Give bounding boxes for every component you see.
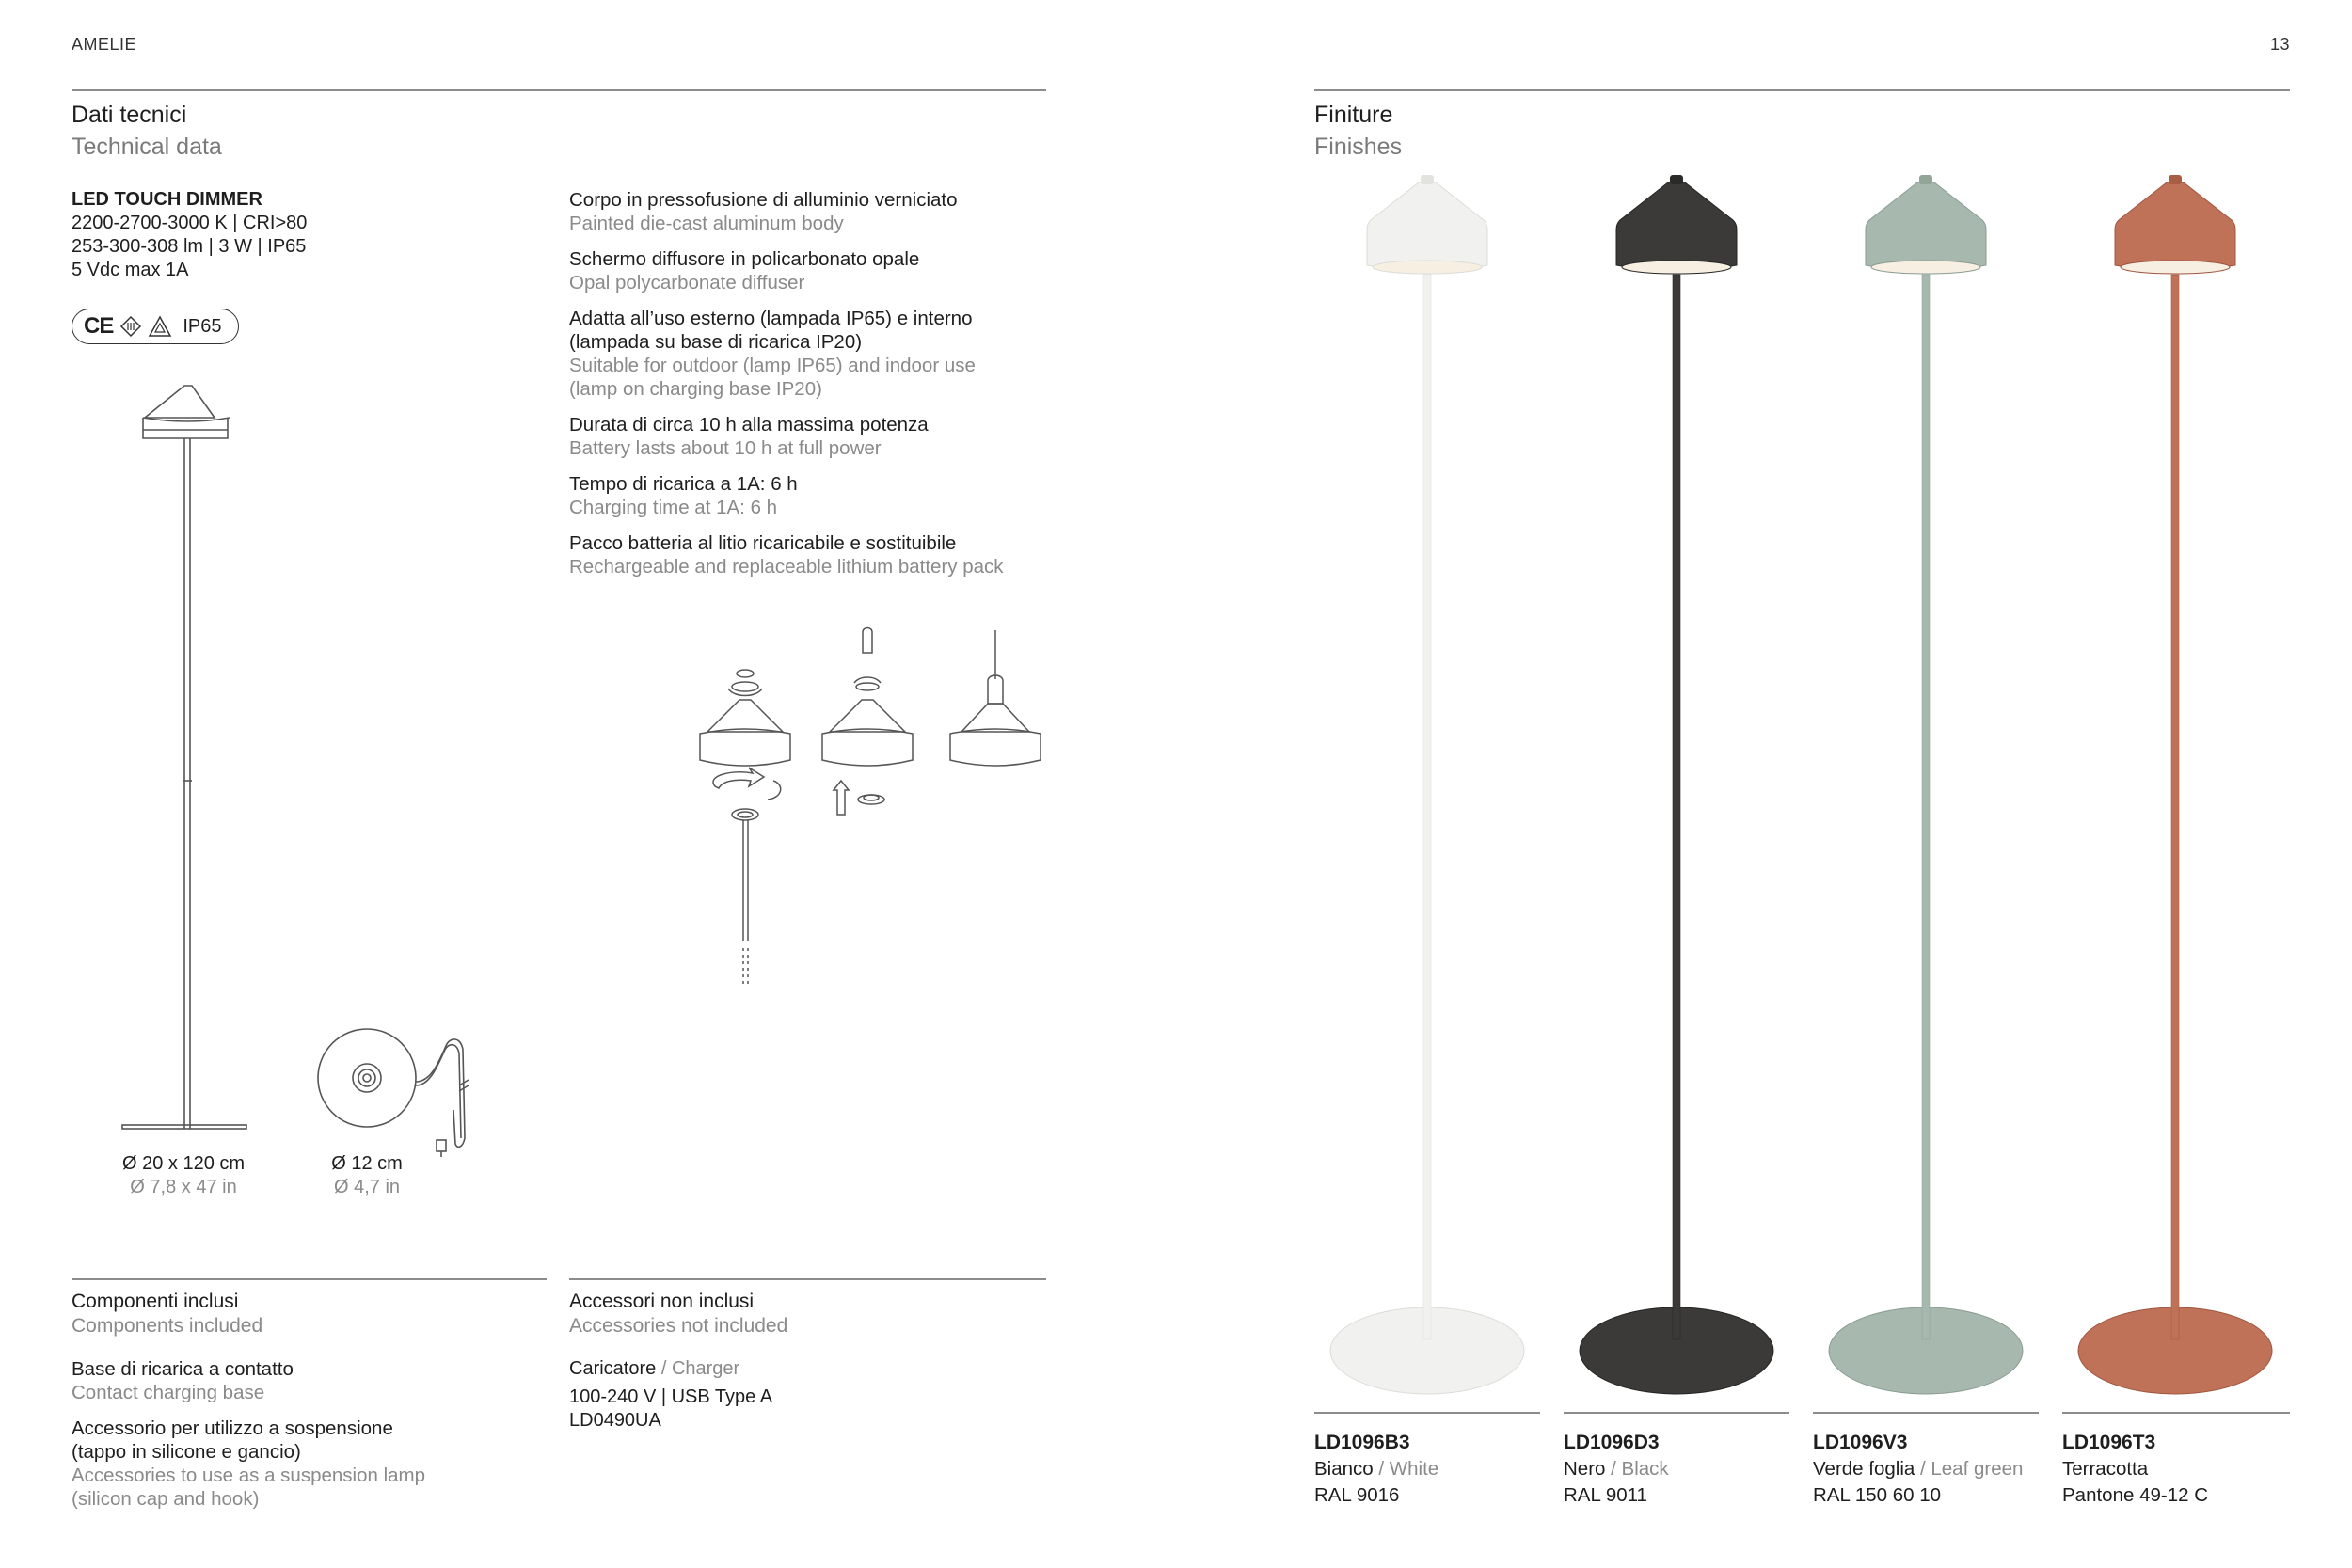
spec-item <box>569 247 1058 294</box>
finish-code: LD1096V3 <box>1813 1432 1908 1453</box>
lamp-dim-metric: Ø 20 x 120 cm <box>121 1153 246 1174</box>
lamp-stem <box>2171 275 2179 1339</box>
finish-name-separator: / <box>1915 1458 1931 1480</box>
finish-rule <box>1314 1412 1540 1414</box>
finish-ral: RAL 9011 <box>1564 1484 1647 1506</box>
lamp-diffuser <box>2121 261 2230 274</box>
floor-lamp-drawing <box>113 376 263 1138</box>
spec-text-it: Schermo diffusore in policarbonato opale <box>569 248 920 270</box>
accessories-section <box>569 1290 1046 1433</box>
warning-triangle-icon <box>149 316 171 337</box>
suspension-assembly-diagram <box>696 630 1054 1025</box>
rule-components <box>72 1278 547 1280</box>
led-line: 253-300-308 lm | 3 W | IP65 <box>72 236 307 257</box>
finish-rule <box>1813 1412 2039 1414</box>
lamp-stem <box>1423 275 1431 1339</box>
finish-lamps-illustration <box>1314 169 2293 1411</box>
components-section <box>72 1290 547 1523</box>
finish-name-en: Leaf green <box>1931 1458 2024 1480</box>
finish-item <box>1314 1430 1549 1509</box>
accessory-name <box>569 1357 1046 1381</box>
accessory-name-it: Caricatore <box>569 1358 657 1379</box>
lamp-top-cap <box>1670 175 1683 184</box>
page-number: 13 <box>2269 35 2290 54</box>
finish-name <box>1314 1456 1549 1482</box>
tech-title-en: Technical data <box>72 134 222 160</box>
finish-ral: RAL 9016 <box>1314 1484 1400 1506</box>
finish-lamp-ld1096t3 <box>2078 175 2272 1394</box>
spec-text-en: Suitable for outdoor (lamp IP65) and indoor use <box>569 355 976 376</box>
component-item <box>72 1417 547 1511</box>
spec-text-en: (lamp on charging base IP20) <box>569 378 822 400</box>
ip-rating: IP65 <box>183 315 222 337</box>
finish-name-it: Terracotta <box>2062 1458 2149 1480</box>
component-text-it: Accessorio per utilizzo a sospensione <box>72 1418 393 1439</box>
accessories-title-en: Accessories not included <box>569 1315 788 1337</box>
finish-code: LD1096D3 <box>1564 1432 1660 1453</box>
finish-name-it: Verde foglia <box>1813 1458 1915 1480</box>
lamp-top-cap <box>1421 175 1434 184</box>
base-dim-imperial: Ø 4,7 in <box>333 1177 401 1197</box>
spec-list <box>569 188 1058 591</box>
finish-code: LD1096T3 <box>2062 1432 2156 1453</box>
lamp-diffuser <box>1622 261 1731 274</box>
spec-text-it: Tempo di ricarica a 1A: 6 h <box>569 473 798 495</box>
finish-rule <box>1564 1412 1789 1414</box>
finishes-section-title <box>1314 99 1402 163</box>
lamp-shade <box>1866 182 1986 271</box>
finish-ral: Pantone 49-12 C <box>2062 1484 2209 1506</box>
lamp-diffuser <box>1871 261 1980 274</box>
accessory-name-en: Charger <box>671 1358 740 1379</box>
finish-ral: RAL 150 60 10 <box>1813 1484 1942 1506</box>
lamp-shade <box>2115 182 2235 271</box>
finish-code: LD1096B3 <box>1314 1432 1410 1453</box>
certification-badge <box>72 309 239 344</box>
base-dimensions <box>310 1152 423 1199</box>
charging-base-drawing <box>318 1025 487 1166</box>
component-text-en: (silicon cap and hook) <box>72 1488 260 1510</box>
finish-name <box>1813 1456 2048 1482</box>
finish-rule <box>2062 1412 2290 1414</box>
spec-text-en: Painted die-cast aluminum body <box>569 213 844 234</box>
finish-item <box>1564 1430 1799 1509</box>
components-title-it: Componenti inclusi <box>72 1291 239 1312</box>
spec-item <box>569 188 1058 235</box>
lamp-dimensions <box>103 1152 263 1199</box>
spec-text-it: Durata di circa 10 h alla massima potenza <box>569 414 929 436</box>
accessories-title-it: Accessori non inclusi <box>569 1291 755 1312</box>
finish-name-it: Bianco <box>1314 1458 1374 1480</box>
accessory-code: LD0490UA <box>569 1410 661 1431</box>
component-text-it: Base di ricarica a contatto <box>72 1358 294 1380</box>
finish-name-separator: / <box>1373 1458 1390 1480</box>
finish-item <box>2062 1430 2297 1509</box>
finish-name-en: White <box>1389 1458 1439 1480</box>
spec-text-en: Charging time at 1A: 6 h <box>569 497 778 518</box>
base-dim-metric: Ø 12 cm <box>331 1153 403 1174</box>
components-title-en: Components included <box>72 1315 263 1337</box>
lamp-top-cap <box>1919 175 1932 184</box>
finish-item <box>1813 1430 2048 1509</box>
spec-text-it: Corpo in pressofusione di alluminio verniciato <box>569 189 958 211</box>
spec-item <box>569 307 1058 401</box>
lamp-shade <box>1367 182 1487 271</box>
finish-name <box>2062 1456 2297 1482</box>
tech-section-title <box>72 99 222 163</box>
spec-text-en: Battery lasts about 10 h at full power <box>569 437 882 459</box>
class-iii-icon <box>120 316 141 337</box>
rule-right-top <box>1314 89 2290 91</box>
finish-lamp-ld1096b3 <box>1330 175 1524 1394</box>
spec-text-it: (lampada su base di ricarica IP20) <box>569 331 863 353</box>
finish-lamp-ld1096v3 <box>1829 175 2023 1394</box>
finish-name-en: Black <box>1621 1458 1669 1480</box>
led-line: 5 Vdc max 1A <box>72 260 189 280</box>
finish-name <box>1564 1456 1799 1482</box>
accessory-separator: / <box>656 1358 672 1379</box>
spec-text-it: Pacco batteria al litio ricaricabile e sostituibile <box>569 532 957 554</box>
finish-name-separator: / <box>1605 1458 1622 1480</box>
lamp-dim-imperial: Ø 7,8 x 47 in <box>130 1177 237 1197</box>
tech-title-it: Dati tecnici <box>72 102 187 128</box>
finish-name-it: Nero <box>1564 1458 1606 1480</box>
led-line: 2200-2700-3000 K | CRI>80 <box>72 213 308 233</box>
component-text-it: (tappo in silicone e gancio) <box>72 1441 301 1463</box>
lamp-diffuser <box>1373 261 1482 274</box>
component-item <box>72 1357 547 1404</box>
lamp-stem <box>1673 275 1680 1339</box>
rule-accessories <box>569 1278 1046 1280</box>
ce-mark: CE <box>84 313 114 339</box>
component-text-en: Accessories to use as a suspension lamp <box>72 1465 426 1486</box>
spec-item <box>569 531 1058 578</box>
rule-left-top <box>72 89 1046 91</box>
lamp-stem <box>1922 275 1930 1339</box>
component-text-en: Contact charging base <box>72 1382 265 1403</box>
led-title: LED TOUCH DIMMER <box>72 189 262 210</box>
lamp-top-cap <box>2169 175 2182 184</box>
lamp-shade <box>1616 182 1737 271</box>
brand-header: AMELIE <box>72 35 137 54</box>
spec-text-en: Rechargeable and replaceable lithium battery pack <box>569 556 1004 578</box>
accessory-line: 100-240 V | USB Type A <box>569 1386 773 1407</box>
spec-text-it: Adatta all’uso esterno (lampada IP65) e interno <box>569 308 973 329</box>
spec-item <box>569 472 1058 519</box>
spec-item <box>569 413 1058 460</box>
finish-lamp-ld1096d3 <box>1580 175 1773 1394</box>
spec-text-en: Opal polycarbonate diffuser <box>569 272 805 293</box>
led-spec-block <box>72 188 307 282</box>
finishes-title-en: Finishes <box>1314 134 1403 160</box>
finishes-title-it: Finiture <box>1314 102 1393 128</box>
